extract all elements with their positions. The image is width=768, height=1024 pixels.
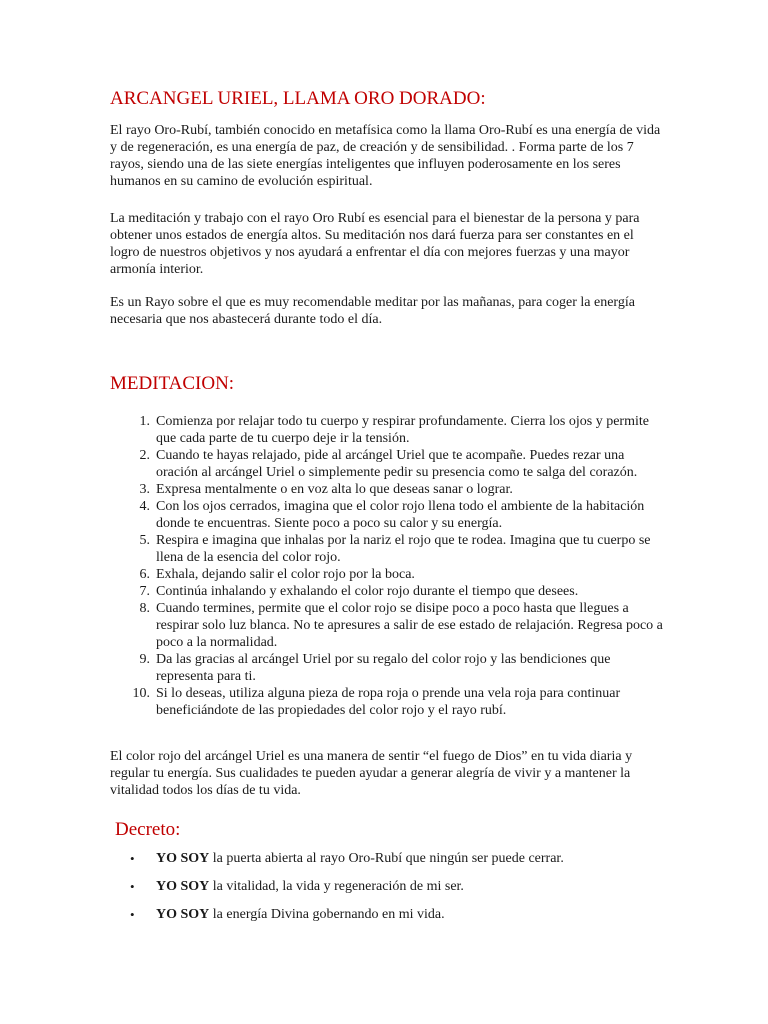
step-number: 10. [132,686,150,701]
step-number: 6. [139,567,150,582]
step-text: Continúa inhalando y exhalando el color rojo durante el tiempo que desees. [156,584,579,599]
list-item [110,600,666,651]
decree-text: la energía Divina gobernando en mi vida. [209,907,445,922]
list-item [110,498,666,532]
decree-emphasis: YO SOY [156,907,210,922]
step-number: 3. [139,482,150,497]
step-number: 4. [139,499,150,514]
meditation-steps-list [110,413,666,719]
decree-emphasis: YO SOY [156,879,210,894]
decree-text: la vitalidad, la vida y regeneración de mi ser. [209,879,464,894]
page-title: ARCANGEL URIEL, LLAMA ORO DORADO: [110,88,486,109]
list-item [110,878,666,906]
step-number: 8. [139,601,150,616]
decree-text: la puerta abierta al rayo Oro-Rubí que ningún ser puede cerrar. [209,851,564,866]
list-item [110,447,666,481]
intro-paragraph-1: El rayo Oro-Rubí, también conocido en metafísica como la llama Oro-Rubí es una energía de vida y de regeneración, es una energía de paz, de creación y de sensibilidad. . Forma parte de los 7 rayos, siendo una de las siete energías inteligentes que influyen poderosamente en los seres humanos en su camino de evolución espiritual. [110,123,661,189]
step-number: 9. [139,652,150,667]
bullet-icon: • [130,879,135,894]
step-text: Cuando te hayas relajado, pide al arcángel Uriel que te acompañe. Puedes rezar una oración al arcángel Uriel o simplemente pedir su presencia como te salga del corazón. [156,448,638,480]
step-text: Respira e imagina que inhalas por la nariz el rojo que te rodea. Imagina que tu cuerpo se llena de la esencia del color rojo. [156,533,651,565]
list-item [110,906,666,934]
list-item [110,481,666,498]
intro-paragraph-3: Es un Rayo sobre el que es muy recomendable meditar por las mañanas, para coger la energía necesaria que nos abastecerá durante todo el día. [110,295,635,327]
bullet-icon: • [130,907,135,922]
list-item [110,850,666,878]
step-text: Con los ojos cerrados, imagina que el color rojo llena todo el ambiente de la habitación donde te encuentras. Siente poco a poco su calor y su energía. [156,499,645,531]
step-text: Comienza por relajar todo tu cuerpo y respirar profundamente. Cierra los ojos y permite que cada parte de tu cuerpo deje ir la tensión. [156,414,649,446]
decree-emphasis: YO SOY [156,851,210,866]
meditation-heading: MEDITACION: [110,373,235,394]
closing-paragraph: El color rojo del arcángel Uriel es una manera de sentir “el fuego de Dios” en tu vida diaria y regular tu energía. Sus cualidades te pueden ayudar a generar alegría de vivir y a mantener la vitalidad todos los días de tu vida. [110,749,633,798]
step-number: 5. [139,533,150,548]
decree-heading: Decreto: [115,819,181,840]
list-item [110,413,666,447]
step-text: Expresa mentalmente o en voz alta lo que deseas sanar o lograr. [156,482,513,497]
step-text: Si lo deseas, utiliza alguna pieza de ropa roja o prende una vela roja para continuar beneficiándote de las propiedades del color rojo y el rayo rubí. [156,686,621,718]
step-number: 7. [139,584,150,599]
decree-list [110,850,666,934]
step-number: 1. [139,414,150,429]
bullet-icon: • [130,851,135,866]
step-text: Exhala, dejando salir el color rojo por la boca. [156,567,415,582]
list-item [110,532,666,566]
list-item [110,583,666,600]
step-number: 2. [139,448,150,463]
list-item [110,651,666,685]
list-item [110,566,666,583]
step-text: Da las gracias al arcángel Uriel por su regalo del color rojo y las bendiciones que representa para ti. [156,652,611,684]
step-text: Cuando termines, permite que el color rojo se disipe poco a poco hasta que llegues a respirar solo luz blanca. No te apresures a salir de ese estado de relajación. Regresa poco a poco a la normalidad. [156,601,663,650]
list-item [110,685,666,719]
intro-paragraph-2: La meditación y trabajo con el rayo Oro Rubí es esencial para el bienestar de la persona y para obtener unos estados de energía altos. Su meditación nos dará fuerza para ser constantes en el logro de nuestros objetivos y nos ayudará a enfrentar el día con mejores fuerzas y una mayor armonía interior. [110,211,640,277]
